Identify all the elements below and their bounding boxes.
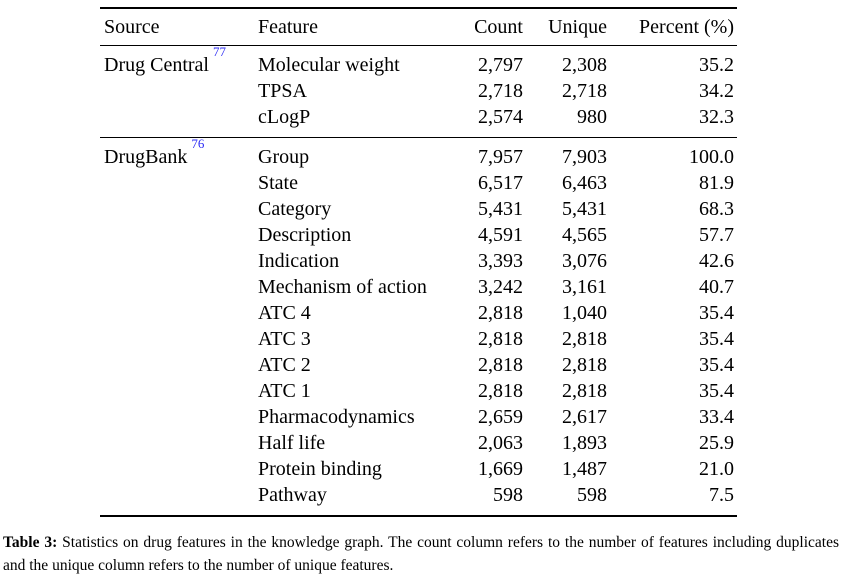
feature-cell: Mechanism of action — [258, 276, 427, 298]
unique-cell: 1,893 — [562, 432, 607, 454]
count-cell: 3,242 — [478, 276, 523, 298]
percent-cell: 32.3 — [699, 106, 734, 128]
percent-cell: 35.4 — [699, 380, 734, 402]
unique-cell: 2,718 — [562, 80, 607, 102]
unique-cell: 598 — [577, 484, 607, 506]
percent-cell: 100.0 — [689, 146, 734, 168]
count-cell: 2,659 — [478, 406, 523, 428]
feature-cell: Category — [258, 198, 332, 220]
feature-cell: Protein binding — [258, 458, 382, 480]
unique-cell: 2,818 — [562, 328, 607, 350]
col-header-unique: Unique — [523, 8, 607, 46]
feature-cell: ATC 2 — [258, 354, 311, 376]
percent-cell: 35.4 — [699, 354, 734, 376]
section-drug-central — [100, 46, 737, 138]
percent-cell: 81.9 — [699, 172, 734, 194]
col-header-count: Count — [458, 8, 523, 46]
unique-cell: 6,463 — [562, 172, 607, 194]
percent-cell: 7.5 — [709, 484, 734, 506]
source-label: DrugBank — [104, 146, 188, 168]
unique-cell: 3,076 — [562, 250, 607, 272]
source-cell-drug-central — [100, 46, 258, 138]
count-cell: 1,669 — [478, 458, 523, 480]
citation-link[interactable]: 77 — [212, 45, 226, 60]
count-cell: 6,517 — [478, 172, 523, 194]
count-cell: 2,574 — [478, 106, 523, 128]
col-header-feature: Feature — [258, 8, 458, 46]
count-cell: 4,591 — [478, 224, 523, 246]
feature-cell: Pathway — [258, 484, 327, 506]
col-header-source: Source — [100, 8, 258, 46]
percent-cell: 25.9 — [699, 432, 734, 454]
unique-cell: 1,040 — [562, 302, 607, 324]
percent-cell: 42.6 — [699, 250, 734, 272]
unique-cell: 3,161 — [562, 276, 607, 298]
feature-cell: ATC 4 — [258, 302, 311, 324]
table-row — [100, 46, 737, 79]
count-cell: 2,818 — [478, 354, 523, 376]
percent-cell: 21.0 — [699, 458, 734, 480]
percent-cell: 35.2 — [699, 54, 734, 76]
count-cell: 2,063 — [478, 432, 523, 454]
feature-cell: Pharmacodynamics — [258, 406, 415, 428]
feature-cell: Molecular weight — [258, 54, 400, 76]
count-cell: 2,818 — [478, 302, 523, 324]
caption-text: Statistics on drug features in the knowledge graph. The count column refers to the number of features including duplicates and the unique column refers to the number of unique features. — [3, 534, 839, 574]
percent-cell: 57.7 — [699, 224, 734, 246]
caption-label: Table 3: — [3, 534, 58, 551]
feature-cell: Description — [258, 224, 352, 246]
count-cell: 2,818 — [478, 328, 523, 350]
drug-features-table — [100, 7, 737, 517]
count-cell: 3,393 — [478, 250, 523, 272]
count-cell: 2,818 — [478, 380, 523, 402]
col-header-percent: Percent (%) — [607, 8, 737, 46]
count-cell: 2,797 — [478, 54, 523, 76]
count-cell: 2,718 — [478, 80, 523, 102]
section-drugbank — [100, 138, 737, 517]
count-cell: 5,431 — [478, 198, 523, 220]
table-row — [100, 138, 737, 171]
feature-cell: Indication — [258, 250, 340, 272]
count-cell: 7,957 — [478, 146, 523, 168]
unique-cell: 5,431 — [562, 198, 607, 220]
feature-cell: cLogP — [258, 106, 311, 128]
count-cell: 598 — [493, 484, 523, 506]
feature-cell: ATC 3 — [258, 328, 311, 350]
percent-cell: 35.4 — [699, 328, 734, 350]
source-cell-drugbank — [100, 138, 258, 517]
percent-cell: 68.3 — [699, 198, 734, 220]
table-caption — [3, 531, 839, 575]
unique-cell: 2,818 — [562, 354, 607, 376]
unique-cell: 1,487 — [562, 458, 607, 480]
percent-cell: 40.7 — [699, 276, 734, 298]
feature-cell: Group — [258, 146, 310, 168]
percent-cell: 34.2 — [699, 80, 734, 102]
citation-link[interactable]: 76 — [191, 137, 205, 152]
feature-cell: ATC 1 — [258, 380, 311, 402]
percent-cell: 35.4 — [699, 302, 734, 324]
unique-cell: 4,565 — [562, 224, 607, 246]
feature-cell: Half life — [258, 432, 326, 454]
header-row — [100, 8, 737, 46]
feature-cell: State — [258, 172, 298, 194]
unique-cell: 2,308 — [562, 54, 607, 76]
source-label: Drug Central — [104, 54, 209, 76]
feature-cell: TPSA — [258, 80, 307, 102]
unique-cell: 2,617 — [562, 406, 607, 428]
unique-cell: 980 — [577, 106, 607, 128]
percent-cell: 33.4 — [699, 406, 734, 428]
unique-cell: 7,903 — [562, 146, 607, 168]
unique-cell: 2,818 — [562, 380, 607, 402]
